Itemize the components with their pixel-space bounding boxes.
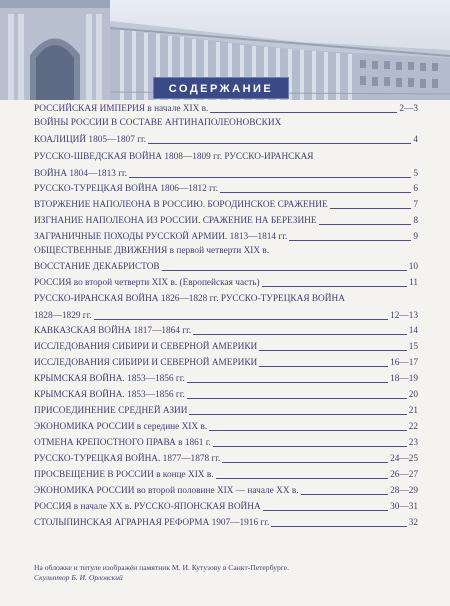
- toc-entry-title: 1828—1829 гг.: [34, 311, 92, 321]
- leader-line: [259, 350, 406, 351]
- toc-entry[interactable]: [34, 117, 418, 146]
- toc-entry[interactable]: [34, 453, 418, 465]
- toc-page-number: 5: [413, 169, 418, 179]
- leader-line: [209, 430, 407, 431]
- leader-line: [259, 366, 388, 367]
- leader-line: [216, 478, 389, 479]
- leader-line: [271, 526, 406, 527]
- toc-entry-title: ОТМЕНА КРЕПОСТНОГО ПРАВА в 1861 г.: [34, 438, 211, 448]
- toc-page-number: 9: [413, 232, 418, 242]
- toc-entry-title: РУССКО-ИРАНСКАЯ ВОЙНА 1826—1828 гг. РУССКО-ТУРЕЦКАЯ ВОЙНА: [34, 294, 345, 304]
- toc-entry[interactable]: [34, 389, 418, 401]
- toc-entry-title: ПРИСОЕДИНЕНИЕ СРЕДНЕЙ АЗИИ: [34, 406, 188, 416]
- leader-line: [289, 240, 411, 241]
- toc-entry-title: ИЗГНАНИЕ НАПОЛЕОНА ИЗ РОССИИ. СРАЖЕНИЕ НА БЕРЕЗИНЕ: [34, 216, 317, 226]
- toc-entry[interactable]: [34, 421, 418, 433]
- toc-page-number: 18—19: [390, 374, 418, 384]
- header-banner: [0, 0, 450, 100]
- leader-line: [187, 382, 388, 383]
- toc-page-number: 8: [413, 216, 418, 226]
- toc-entry[interactable]: [34, 357, 418, 369]
- toc-page-number: 15: [408, 342, 418, 352]
- toc-entry-title: ПРОСВЕЩЕНИЕ В РОССИИ в конце XIX в.: [34, 470, 214, 480]
- toc-entry-title: ЭКОНОМИКА РОССИИ во второй половине XIX — начале XX в.: [34, 486, 299, 496]
- toc-entry-title: ВОССТАНИЕ ДЕКАБРИСТОВ: [34, 262, 160, 272]
- toc-page-number: 12—13: [390, 311, 418, 321]
- leader-line: [94, 319, 388, 320]
- leader-line: [148, 143, 411, 144]
- toc-entry-title: КОАЛИЦИЙ 1805—1807 гг.: [34, 135, 147, 145]
- toc-entry[interactable]: [34, 325, 418, 337]
- toc-page-number: 4: [413, 135, 418, 145]
- toc-page-number: 30—31: [390, 502, 418, 512]
- toc-page-number: 32: [408, 518, 418, 528]
- leader-line: [263, 510, 388, 511]
- toc-page-number: 28—29: [390, 486, 418, 496]
- toc-page-number: 10: [408, 262, 418, 272]
- leader-line: [222, 462, 388, 463]
- toc-entry[interactable]: [34, 501, 418, 513]
- toc-entry-title: РОССИЯ в начале XX в. РУССКО-ЯПОНСКАЯ ВОЙНА: [34, 502, 261, 512]
- toc-entry-title: ОБЩЕСТВЕННЫЕ ДВИЖЕНИЯ в первой четверти XIX в.: [34, 246, 270, 256]
- toc-page-number: 20: [408, 390, 418, 400]
- toc-entry-title: КАВКАЗСКАЯ ВОЙНА 1817—1864 гг.: [34, 326, 192, 336]
- cover-note-line: На обложке и титуле изображён памятник М. И. Кутузову в Санкт-Петербурге.: [34, 563, 290, 572]
- toc-page-number: 23: [408, 438, 418, 448]
- toc-entry[interactable]: [34, 277, 418, 289]
- toc-entry-title: КРЫМСКАЯ ВОЙНА. 1853—1856 гг.: [34, 390, 185, 400]
- toc-entry[interactable]: [34, 373, 418, 385]
- toc-entry[interactable]: [34, 405, 418, 417]
- toc-page-number: 16—17: [390, 358, 418, 368]
- toc-entry[interactable]: [34, 199, 418, 211]
- toc-entry-title: ЭКОНОМИКА РОССИИ в середине XIX в.: [34, 422, 208, 432]
- toc-entry-title: РОССИЯ во второй четверти XIX в. (Европейская часть): [34, 278, 260, 288]
- toc-entry[interactable]: [34, 437, 418, 449]
- toc-page-number: 2—3: [399, 104, 418, 114]
- toc-entry[interactable]: [34, 341, 418, 353]
- toc-entry-title: СТОЛЫПИНСКАЯ АГРАРНАЯ РЕФОРМА 1907—1916 гг.: [34, 518, 270, 528]
- leader-line: [220, 192, 411, 193]
- toc-entry-title: КРЫМСКАЯ ВОЙНА. 1853—1856 гг.: [34, 374, 185, 384]
- page-title: СОДЕРЖАНИЕ: [153, 77, 289, 99]
- leader-line: [189, 414, 406, 415]
- toc-entry-title: ВОЙНА 1804—1813 гг.: [34, 169, 128, 179]
- toc-page-number: 6: [413, 184, 418, 194]
- toc-entry[interactable]: [34, 245, 418, 257]
- toc-entry-title: РОССИЙСКАЯ ИМПЕРИЯ в начале XIX в.: [34, 104, 209, 114]
- toc-entry[interactable]: [34, 293, 418, 322]
- toc-entry-title: РУССКО-ТУРЕЦКАЯ ВОЙНА. 1877—1878 гг.: [34, 454, 221, 464]
- toc-entry-title: ИССЛЕДОВАНИЯ СИБИРИ И СЕВЕРНОЙ АМЕРИКИ: [34, 342, 258, 352]
- toc-entry[interactable]: [34, 215, 418, 227]
- toc-entry-title: РУССКО-ШВЕДСКАЯ ВОЙНА 1808—1809 гг. РУССКО-ИРАНСКАЯ: [34, 152, 314, 162]
- toc-entry[interactable]: [34, 261, 418, 273]
- toc-page-number: 21: [408, 406, 418, 416]
- leader-line: [213, 446, 407, 447]
- toc-entry-title: ВТОРЖЕНИЕ НАПОЛЕОНА В РОССИЮ. БОРОДИНСКОЕ СРАЖЕНИЕ: [34, 200, 328, 210]
- toc-entry[interactable]: [34, 469, 418, 481]
- cover-note: [34, 563, 424, 583]
- sculptor-line: Скульптор Б. И. Орловский: [34, 573, 123, 582]
- toc-entry[interactable]: [34, 103, 418, 115]
- leader-line: [210, 112, 397, 113]
- toc-page-number: 14: [408, 326, 418, 336]
- toc-page-number: 22: [408, 422, 418, 432]
- toc-page-number: 7: [413, 200, 418, 210]
- leader-line: [319, 224, 412, 225]
- toc-entry[interactable]: [34, 485, 418, 497]
- toc-page-number: 24—25: [390, 454, 418, 464]
- leader-line: [262, 286, 407, 287]
- leader-line: [330, 208, 412, 209]
- toc-entry[interactable]: [34, 183, 418, 195]
- leader-line: [193, 334, 407, 335]
- leader-line: [301, 494, 389, 495]
- leader-line: [187, 398, 407, 399]
- toc-entry[interactable]: [34, 231, 418, 243]
- toc-entry-title: РУССКО-ТУРЕЦКАЯ ВОЙНА 1806—1812 гг.: [34, 184, 219, 194]
- toc-entry[interactable]: [34, 151, 418, 180]
- toc-entry[interactable]: [34, 517, 418, 529]
- leader-line: [162, 270, 407, 271]
- toc-entry-title: ИССЛЕДОВАНИЯ СИБИРИ И СЕВЕРНОЙ АМЕРИКИ: [34, 358, 258, 368]
- toc-entry-title: ВОЙНЫ РОССИИ В СОСТАВЕ АНТИНАПОЛЕОНОВСКИХ: [34, 118, 282, 128]
- toc-page-number: 26—27: [390, 470, 418, 480]
- toc-entry-title: ЗАГРАНИЧНЫЕ ПОХОДЫ РУССКОЙ АРМИИ. 1813—1814 гг.: [34, 232, 288, 242]
- toc-page-number: 11: [409, 278, 418, 288]
- leader-line: [129, 177, 411, 178]
